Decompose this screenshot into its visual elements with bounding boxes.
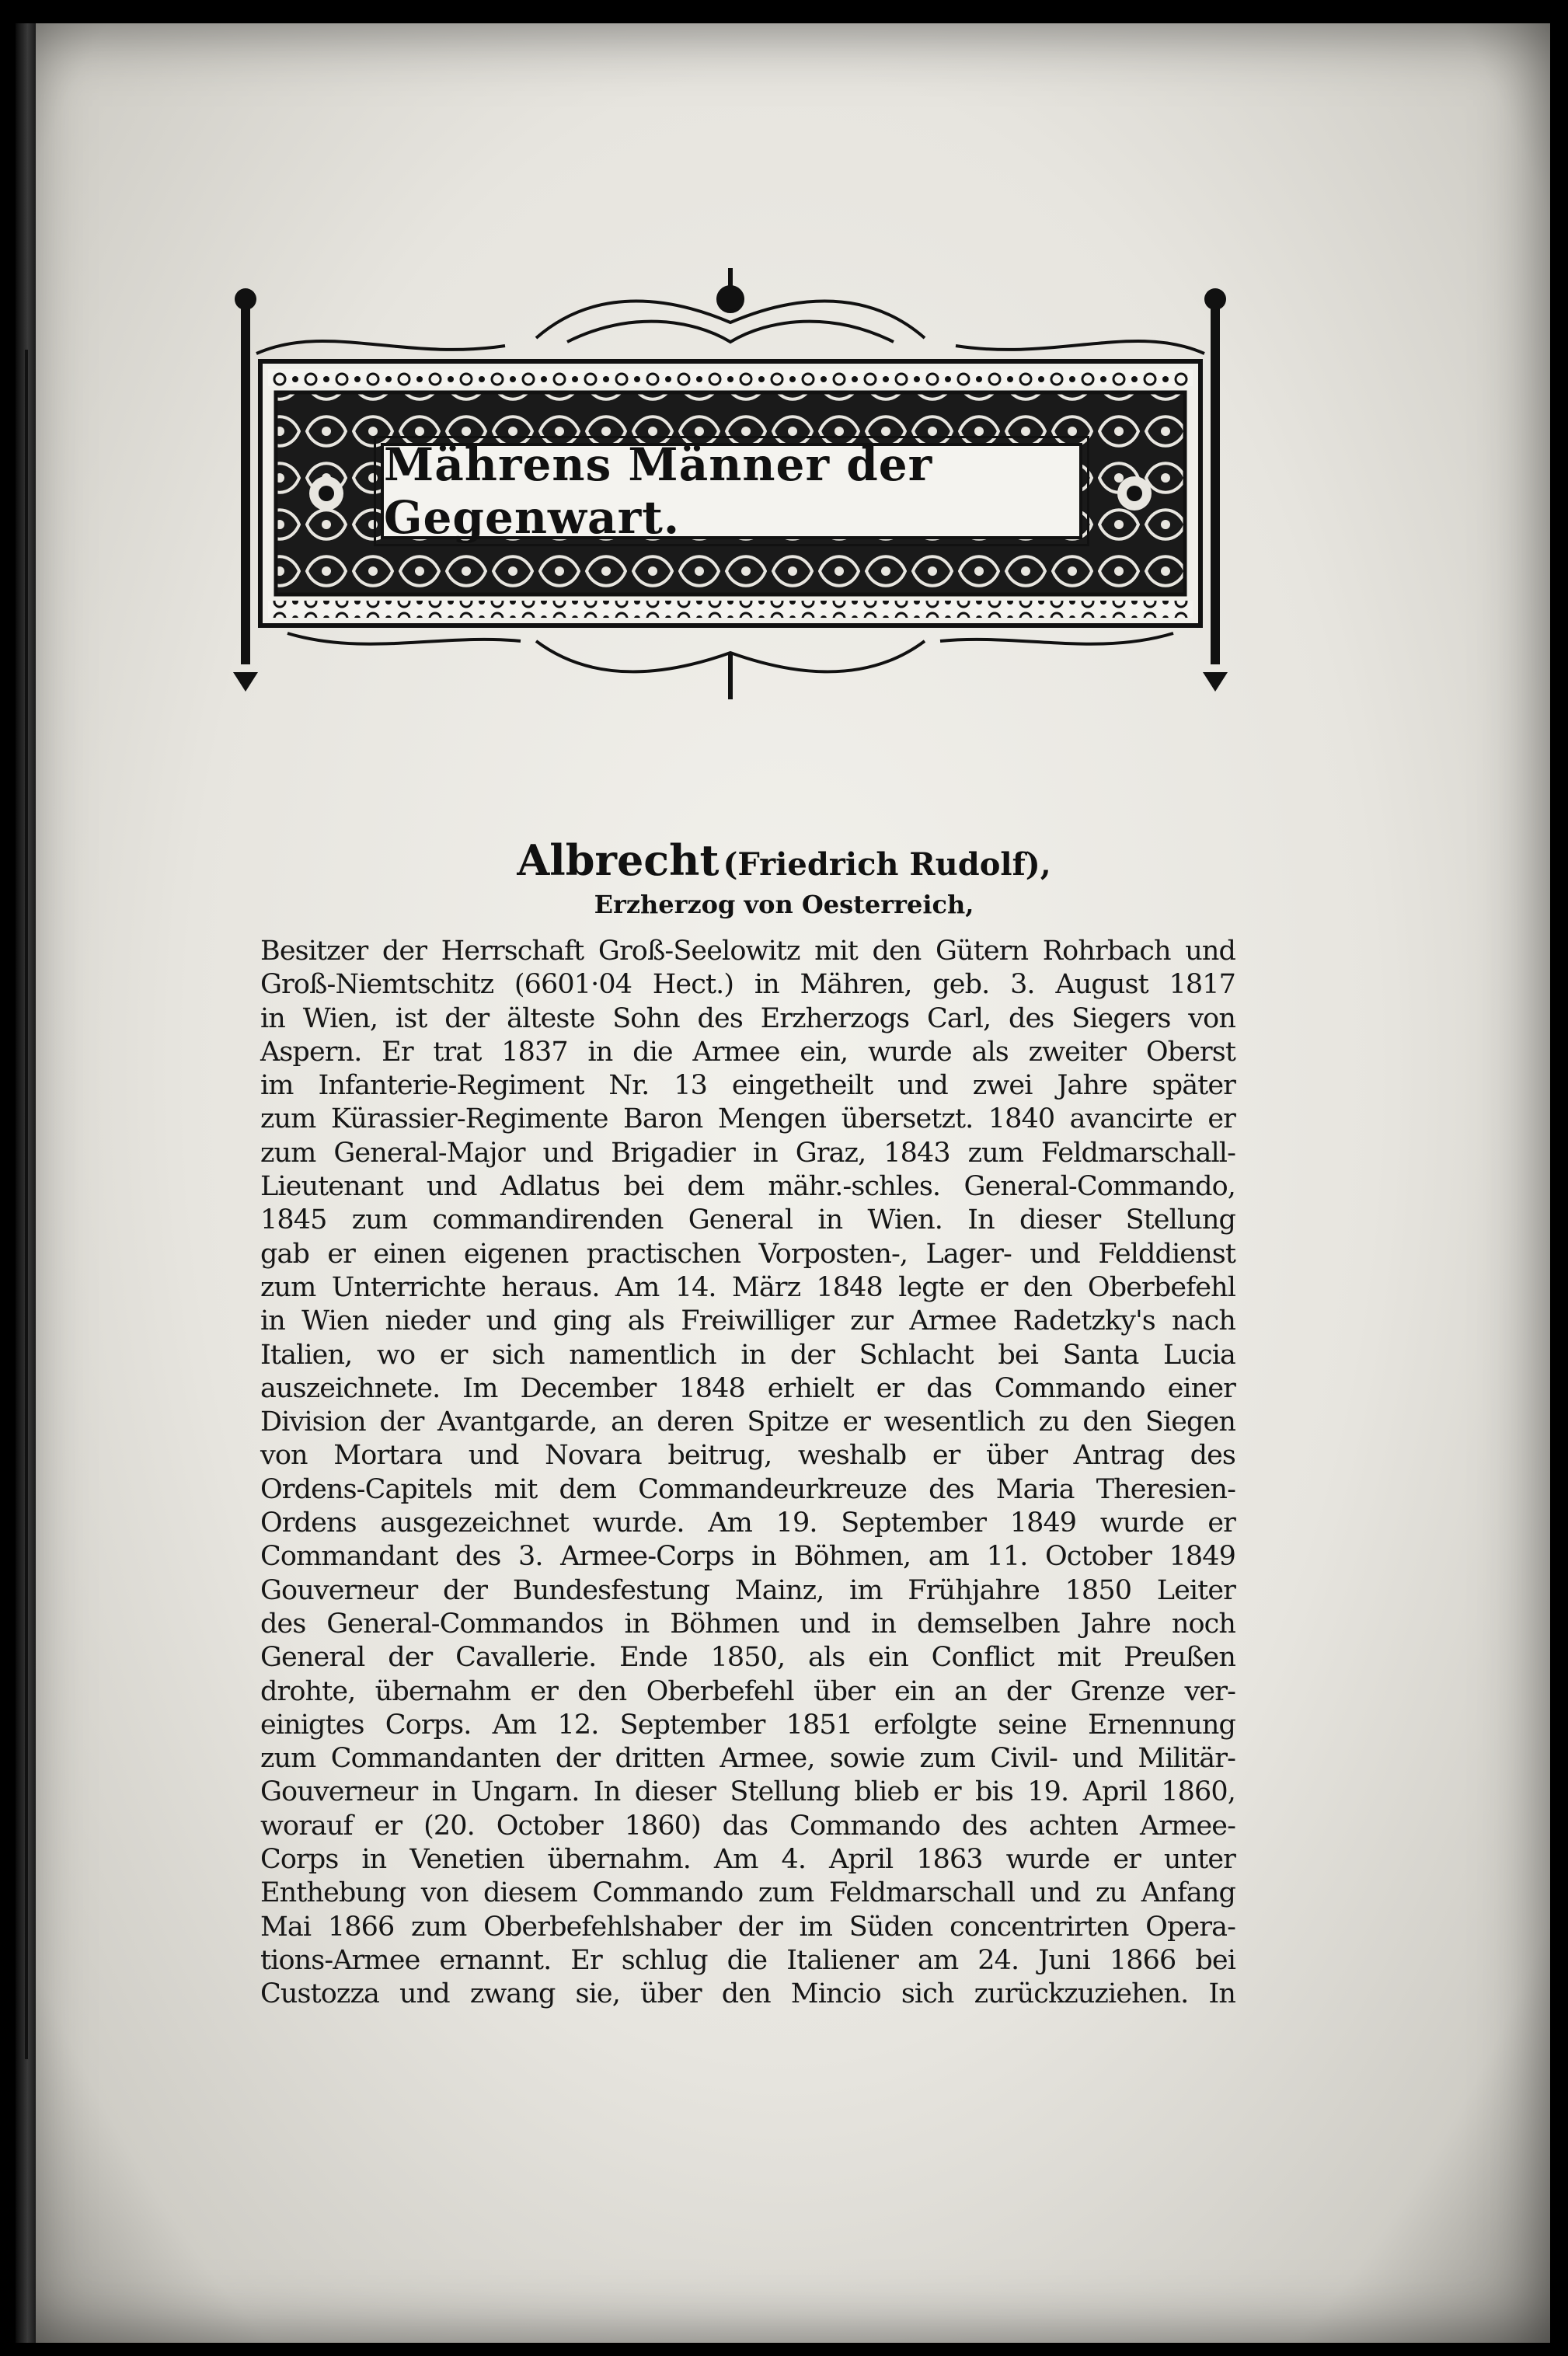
body-line: einigtes Corps. Am 12. September 1851 erfolgte seine Ernennung [260,1709,1235,1741]
body-line: des General-Commandos in Böhmen und in demselben Jahre noch [260,1608,1235,1640]
page-binding-edge [16,23,36,2343]
body-line: Gouverneur in Ungarn. In dieser Stellung blieb er bis 19. April 1860, [260,1776,1235,1808]
article-given-names: (Friedrich Rudolf), [723,846,1051,883]
body-line: Gouverneur der Bundesfestung Mainz, im Frühjahre 1850 Leiter [260,1574,1235,1606]
article-heading [0,835,1568,885]
body-line: Ordens-Capitels mit dem Commandeurkreuze des Maria Theresien- [260,1473,1235,1505]
body-line: Aspern. Er trat 1837 in die Armee ein, wurde als zweiter Oberst [260,1036,1235,1068]
body-line: im Infanterie-Regiment Nr. 13 eingetheilt und zwei Jahre später [260,1070,1235,1102]
body-line: auszeichnete. Im December 1848 erhielt er das Commando einer [260,1372,1235,1404]
right-post [1203,288,1228,692]
body-line: Division der Avantgarde, an deren Spitze er wesentlich zu den Siegen [260,1406,1235,1438]
body-line: zum Unterrichte heraus. Am 14. März 1848 legte er den Oberbefehl [260,1271,1235,1303]
article-body [260,935,1235,2012]
series-title: Mährens Männer der Gegenwart. [381,443,1082,539]
article-subtitle: Erzherzog von Oesterreich, [594,890,974,919]
body-line: drohte, übernahm er den Oberbefehl über ein an der Grenze ver- [260,1675,1235,1707]
body-line: zum Commandanten der dritten Armee, sowie zum Civil- und Militär- [260,1743,1235,1775]
body-line: Corps in Venetien übernahm. Am 4. April 1863 wurde er unter [260,1844,1235,1876]
article-name: Albrecht [517,835,720,885]
binding-thread [25,350,28,2059]
top-flourish [256,268,1204,354]
body-line: Enthebung von diesem Commando zum Feldmarschall und zu Anfang [260,1877,1235,1909]
body-line: in Wien, ist der älteste Sohn des Erzherzogs Carl, des Siegers von [260,1002,1235,1034]
body-line: zum Kürassier-Regimente Baron Mengen übersetzt. 1840 avancirte er [260,1103,1235,1135]
body-line: tions-Armee ernannt. Er schlug die Italiener am 24. Juni 1866 bei [260,1944,1235,1976]
body-line: Besitzer der Herrschaft Groß-Seelowitz mit den Gütern Rohrbach und [260,936,1235,967]
body-line: gab er einen eigenen practischen Vorposten-, Lager- und Felddienst [260,1238,1235,1270]
body-line: Custozza und zwang sie, über den Mincio sich zurückzuziehen. In [260,1978,1235,2010]
body-line: Commandant des 3. Armee-Corps in Böhmen, am 11. October 1849 [260,1541,1235,1573]
body-line: 1845 zum commandirenden General in Wien. In dieser Stellung [260,1204,1235,1236]
body-line: General der Cavallerie. Ende 1850, als ein Conflict mit Preußen [260,1642,1235,1674]
body-line: Ordens ausgezeichnet wurde. Am 19. September 1849 wurde er [260,1507,1235,1539]
body-line: Lieutenant und Adlatus bei dem mähr.-schles. General-Commando, [260,1171,1235,1203]
body-line: von Mortara und Novara beitrug, weshalb er über Antrag des [260,1440,1235,1472]
body-line: Groß-Niemtschitz (6601·04 Hect.) in Mähren, geb. 3. August 1817 [260,969,1235,1001]
body-line: in Wien nieder und ging als Freiwilliger zur Armee Radetzky's nach [260,1305,1235,1337]
left-post [233,288,258,692]
body-line: zum General-Major und Brigadier in Graz, 1843 zum Feldmarschall- [260,1137,1235,1169]
body-line: Mai 1866 zum Oberbefehlshaber der im Süden concentrirten Opera- [260,1911,1235,1943]
body-line: worauf er (20. October 1860) das Commando des achten Armee- [260,1810,1235,1842]
bottom-flourish [287,633,1173,699]
body-line: Italien, wo er sich namentlich in der Schlacht bei Santa Lucia [260,1339,1235,1371]
